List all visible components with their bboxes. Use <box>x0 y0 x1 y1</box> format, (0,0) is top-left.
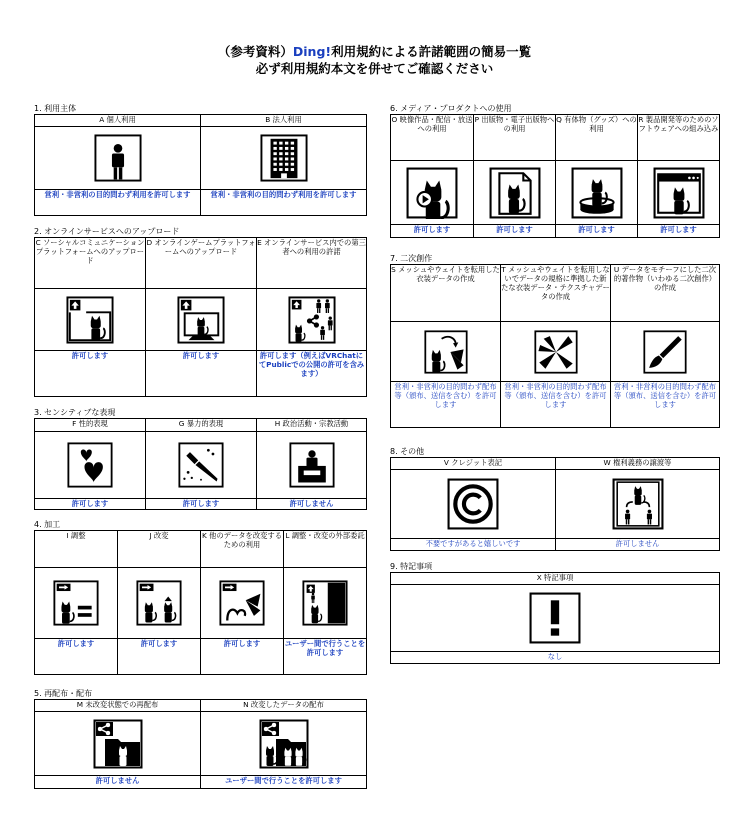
title-prefix: （参考資料） <box>217 44 293 59</box>
cell-icon <box>284 568 367 639</box>
cell-head: W 権利義務の譲渡等 <box>556 458 720 470</box>
section-table-5 <box>34 699 367 789</box>
cell-head: L 調整・改変の外部委託 <box>284 531 367 568</box>
cell-icon <box>556 161 638 225</box>
cell-head: T メッシュやウェイトを転用しないでデータの規格に準拠した新たな衣装データ・テクスチャデータの作成 <box>501 265 611 322</box>
section-label-3: 3. センシティブな表現 <box>34 408 116 417</box>
cell-head: N 改変したデータの配布 <box>201 700 367 712</box>
section-table-7 <box>390 264 720 428</box>
cell-head: I 調整 <box>35 531 118 568</box>
cell-head: S メッシュやウェイトを転用した衣装データの作成 <box>391 265 501 322</box>
cell-head: J 改変 <box>118 531 201 568</box>
cell-icon <box>556 470 720 539</box>
title-line2: 必ず利用規約本文を併せてご確認ください <box>255 61 494 76</box>
publication-icon <box>489 167 541 219</box>
upload-share-icon <box>288 296 336 344</box>
cell-head: M 未改変状態での再配布 <box>35 700 201 712</box>
cell-head: P 出版物・電子出版物への利用 <box>474 115 556 161</box>
knife-icon <box>178 442 224 488</box>
cell-foot: 許可しません <box>556 539 720 551</box>
section-label-9: 9. 特記事項 <box>390 562 433 571</box>
hearts-icon <box>67 442 113 488</box>
section-table-1 <box>34 114 367 216</box>
section-label-2: 2. オンラインサービスへのアップロード <box>34 227 180 236</box>
share-folder-icon <box>93 719 143 769</box>
software-icon <box>653 167 705 219</box>
transfer-rights-icon <box>612 478 664 530</box>
cell-foot: 不要ですがあると嬉しいです <box>391 539 556 551</box>
cell-foot: ユーザー間で行うことを許可します <box>284 639 367 675</box>
section-label-1: 1. 利用主体 <box>34 104 77 113</box>
page-title <box>0 43 749 77</box>
cell-foot: ユーザー間で行うことを許可します <box>201 776 367 789</box>
upload-game-icon <box>177 296 225 344</box>
cell-foot: 許可します <box>556 225 638 238</box>
cell-icon <box>118 568 201 639</box>
video-icon <box>406 167 458 219</box>
cell-foot: 許可します <box>474 225 556 238</box>
cell-icon <box>391 470 556 539</box>
cell-head: V クレジット表記 <box>391 458 556 470</box>
cell-head: F 性的表現 <box>35 419 146 432</box>
section-label-6: 6. メディア・プロダクトへの使用 <box>390 104 512 113</box>
cell-head: O 映像作品・配信・放送への利用 <box>391 115 474 161</box>
share-modified-icon <box>259 719 309 769</box>
cell-head: B 法人利用 <box>201 115 367 127</box>
cell-icon <box>201 712 367 776</box>
cloth-transfer-icon <box>424 330 468 374</box>
cell-foot: なし <box>391 652 720 664</box>
modify-icon <box>136 580 182 626</box>
section-label-5: 5. 再配布・配布 <box>34 689 93 698</box>
cell-head: A 個人利用 <box>35 115 201 127</box>
cell-foot: 許可します（例えばVRChatにてPublicでの公開の許可を含みます） <box>257 351 367 397</box>
cell-foot: 許可します <box>201 639 284 675</box>
section-table-6 <box>390 114 720 238</box>
cell-icon <box>201 127 367 190</box>
cell-foot: 許可しません <box>35 776 201 789</box>
cell-head: G 暴力的表現 <box>146 419 257 432</box>
cell-head: U データをモチーフにした二次的著作物（いわゆる二次創作）の作成 <box>611 265 720 322</box>
cell-foot: 許可します <box>35 639 118 675</box>
adjust-icon <box>53 580 99 626</box>
cell-icon <box>501 322 611 382</box>
office-building-icon <box>260 134 308 182</box>
cell-icon <box>257 289 367 351</box>
cell-icon <box>146 432 257 499</box>
cell-head: C ソーシャルコミュニケーションプラットフォームへのアップロード <box>35 238 146 289</box>
cell-head: H 政治活動・宗教活動 <box>257 419 367 432</box>
cell-foot: 許可します <box>146 499 257 510</box>
cell-foot: 許可します <box>35 499 146 510</box>
cell-foot: 営利・非営利の目的問わず利用を許可します <box>35 190 201 216</box>
goods-icon <box>571 167 623 219</box>
cell-head: X 特記事項 <box>391 573 720 585</box>
cell-foot: 営利・非営利の目的問わず配布等（頒布、送信を含む）を許可します <box>501 382 611 428</box>
cell-icon <box>35 289 146 351</box>
exclamation-icon <box>529 592 581 644</box>
section-label-4: 4. 加工 <box>34 520 61 529</box>
cell-head: Q 有体物（グッズ）への利用 <box>556 115 638 161</box>
cell-foot: 許可します <box>118 639 201 675</box>
cell-foot: 営利・非営利の目的問わず配布等（頒布、送信を含む）を許可します <box>611 382 720 428</box>
cell-icon <box>638 161 720 225</box>
outsource-icon <box>302 580 348 626</box>
copyright-icon <box>447 478 499 530</box>
cell-foot: 許可します <box>146 351 257 397</box>
cell-head: E オンラインサービス内での第三者への利用の許諾 <box>257 238 367 289</box>
section-table-2 <box>34 237 367 397</box>
section-label-8: 8. その他 <box>390 447 425 456</box>
cell-icon <box>257 432 367 499</box>
cell-foot: 許可します <box>391 225 474 238</box>
cell-icon <box>611 322 720 382</box>
cell-foot: 許可しません <box>257 499 367 510</box>
cell-icon <box>391 322 501 382</box>
cell-icon <box>474 161 556 225</box>
cell-icon <box>201 568 284 639</box>
title-ding: Ding! <box>292 44 332 59</box>
title-line1: 利用規約による許諾範囲の簡易一覧 <box>331 44 532 59</box>
upload-cat-icon <box>66 296 114 344</box>
cell-foot: 許可します <box>35 351 146 397</box>
transform-icon <box>219 580 265 626</box>
cell-icon <box>35 712 201 776</box>
new-cloth-icon <box>534 330 578 374</box>
section-table-8 <box>390 457 720 551</box>
cell-foot: 許可します <box>638 225 720 238</box>
brush-icon <box>643 330 687 374</box>
person-icon <box>94 134 142 182</box>
cell-icon <box>391 161 474 225</box>
cell-icon <box>35 127 201 190</box>
cell-head: D オンラインゲームプラットフォームへのアップロード <box>146 238 257 289</box>
section-table-4 <box>34 530 367 675</box>
section-table-3 <box>34 418 367 510</box>
cell-icon <box>35 568 118 639</box>
cell-head: K 他のデータを改変するための利用 <box>201 531 284 568</box>
cell-head: R 製品開発等のためのソフトウェアへの組み込み <box>638 115 720 161</box>
section-label-7: 7. 二次創作 <box>390 254 433 263</box>
section-table-9 <box>390 572 720 664</box>
cell-icon <box>391 585 720 652</box>
podium-icon <box>289 442 335 488</box>
cell-foot: 営利・非営利の目的問わず配布等（頒布、送信を含む）を許可します <box>391 382 501 428</box>
cell-icon <box>35 432 146 499</box>
cell-foot: 営利・非営利の目的問わず利用を許可します <box>201 190 367 216</box>
cell-icon <box>146 289 257 351</box>
